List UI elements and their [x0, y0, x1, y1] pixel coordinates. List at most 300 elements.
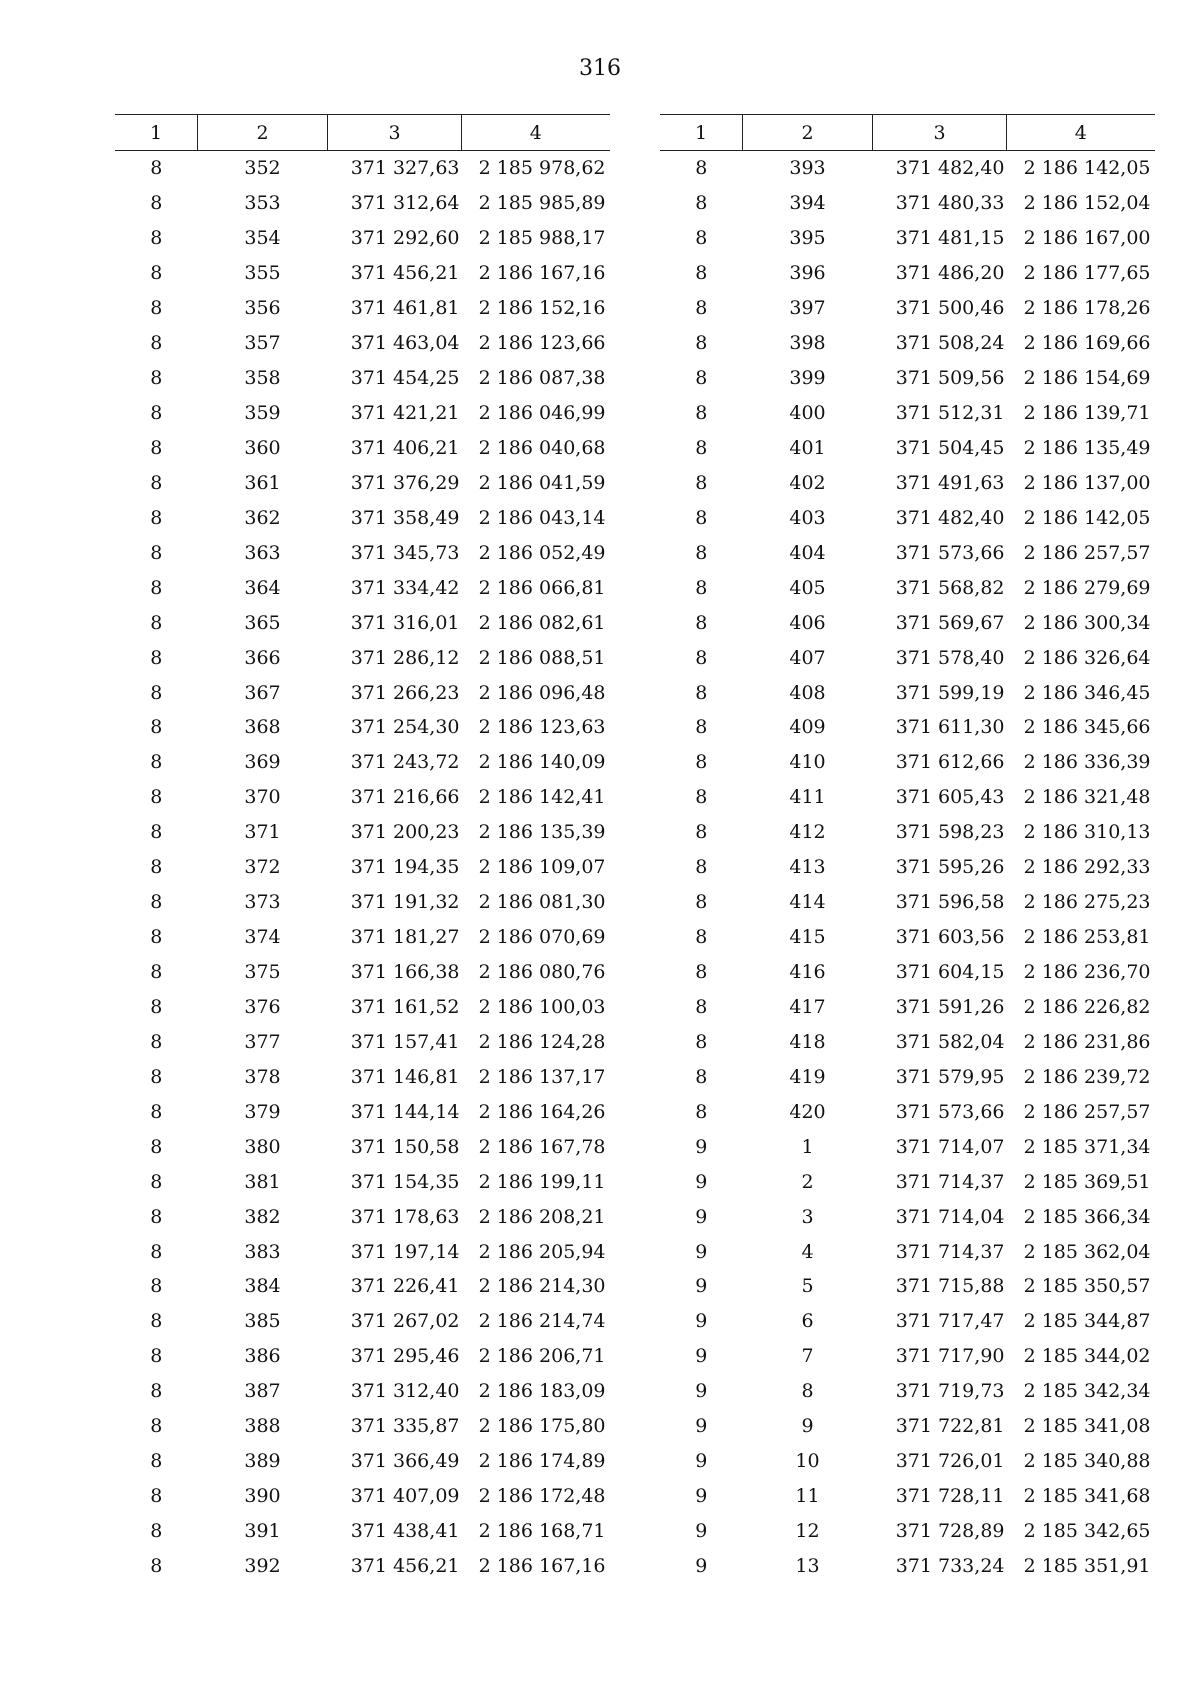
cell-x-coordinate: 371 591,26 — [895, 995, 1005, 1018]
cell-section: 8 — [150, 751, 163, 774]
cell-y-coordinate: 2 186 345,66 — [1023, 716, 1151, 739]
cell-section: 8 — [150, 646, 163, 669]
cell-x-coordinate: 371 728,89 — [895, 1520, 1005, 1543]
cell-point-number: 409 — [789, 716, 826, 739]
cell-section: 9 — [695, 1450, 708, 1473]
cell-section: 8 — [150, 1275, 163, 1298]
table-row — [115, 151, 610, 186]
cell-x-coordinate: 371 267,02 — [350, 1310, 460, 1333]
cell-section: 8 — [150, 611, 163, 634]
table-row — [115, 1514, 610, 1549]
cell-point-number: 371 — [244, 821, 281, 844]
cell-y-coordinate: 2 186 206,71 — [478, 1345, 606, 1368]
cell-x-coordinate: 371 714,37 — [895, 1170, 1005, 1193]
column-header-1: 1 — [660, 115, 743, 151]
cell-y-coordinate: 2 185 985,89 — [478, 192, 606, 215]
cell-section: 9 — [695, 1554, 708, 1577]
cell-point-number: 7 — [801, 1345, 814, 1368]
cell-section: 8 — [150, 367, 163, 390]
cell-y-coordinate: 2 185 341,08 — [1023, 1415, 1151, 1438]
cell-point-number: 407 — [789, 646, 826, 669]
cell-point-number: 353 — [244, 192, 281, 215]
cell-section: 9 — [695, 1485, 708, 1508]
table-row — [660, 780, 1155, 815]
cell-section: 8 — [150, 995, 163, 1018]
cell-section: 8 — [150, 1135, 163, 1158]
cell-point-number: 372 — [244, 856, 281, 879]
cell-y-coordinate: 2 186 231,86 — [1023, 1030, 1151, 1053]
cell-section: 8 — [695, 856, 708, 879]
cell-y-coordinate: 2 186 070,69 — [478, 926, 606, 949]
column-header-1: 1 — [115, 115, 198, 151]
cell-section: 8 — [150, 297, 163, 320]
cell-section: 9 — [695, 1520, 708, 1543]
cell-point-number: 374 — [244, 926, 281, 949]
cell-section: 8 — [150, 856, 163, 879]
cell-section: 8 — [150, 1415, 163, 1438]
table-row — [660, 885, 1155, 920]
cell-section: 8 — [695, 471, 708, 494]
cell-y-coordinate: 2 185 369,51 — [1023, 1170, 1151, 1193]
cell-section: 8 — [150, 1065, 163, 1088]
cell-section: 8 — [695, 1065, 708, 1088]
table-row — [660, 151, 1155, 186]
cell-y-coordinate: 2 186 167,00 — [1023, 227, 1151, 250]
cell-y-coordinate: 2 186 300,34 — [1023, 611, 1151, 634]
cell-point-number: 413 — [789, 856, 826, 879]
cell-point-number: 410 — [789, 751, 826, 774]
cell-x-coordinate: 371 226,41 — [350, 1275, 460, 1298]
cell-section: 8 — [150, 1520, 163, 1543]
cell-x-coordinate: 371 334,42 — [350, 576, 460, 599]
cell-x-coordinate: 371 728,11 — [895, 1485, 1005, 1508]
cell-y-coordinate: 2 186 137,00 — [1023, 471, 1151, 494]
cell-section: 8 — [150, 1380, 163, 1403]
cell-y-coordinate: 2 186 167,78 — [478, 1135, 606, 1158]
cell-section: 8 — [150, 961, 163, 984]
cell-y-coordinate: 2 186 257,57 — [1023, 1100, 1151, 1123]
cell-section: 8 — [150, 471, 163, 494]
cell-x-coordinate: 371 604,15 — [895, 961, 1005, 984]
cell-x-coordinate: 371 500,46 — [895, 297, 1005, 320]
cell-point-number: 406 — [789, 611, 826, 634]
table-row — [660, 396, 1155, 431]
table-row — [660, 745, 1155, 780]
cell-point-number: 358 — [244, 367, 281, 390]
table-body-left — [115, 151, 610, 1584]
cell-x-coordinate: 371 254,30 — [350, 716, 460, 739]
page-number: 316 — [579, 56, 621, 81]
cell-y-coordinate: 2 186 275,23 — [1023, 891, 1151, 914]
table-row — [115, 256, 610, 291]
cell-point-number: 405 — [789, 576, 826, 599]
cell-section: 8 — [695, 506, 708, 529]
cell-point-number: 380 — [244, 1135, 281, 1158]
cell-point-number: 386 — [244, 1345, 281, 1368]
cell-point-number: 385 — [244, 1310, 281, 1333]
cell-y-coordinate: 2 186 142,41 — [478, 786, 606, 809]
cell-y-coordinate: 2 186 123,63 — [478, 716, 606, 739]
cell-point-number: 402 — [789, 471, 826, 494]
cell-section: 8 — [695, 891, 708, 914]
cell-section: 8 — [150, 192, 163, 215]
table-row — [115, 1479, 610, 1514]
cell-section: 8 — [695, 751, 708, 774]
cell-y-coordinate: 2 186 326,64 — [1023, 646, 1151, 669]
table-row — [115, 745, 610, 780]
table-row — [115, 361, 610, 396]
cell-x-coordinate: 371 573,66 — [895, 1100, 1005, 1123]
table-row — [115, 186, 610, 221]
table-row — [660, 605, 1155, 640]
cell-section: 8 — [695, 681, 708, 704]
cell-section: 8 — [150, 1100, 163, 1123]
table-row — [115, 465, 610, 500]
table-row — [660, 1199, 1155, 1234]
cell-x-coordinate: 371 611,30 — [895, 716, 1005, 739]
cell-x-coordinate: 371 491,63 — [895, 471, 1005, 494]
table-row — [115, 920, 610, 955]
cell-y-coordinate: 2 185 341,68 — [1023, 1485, 1151, 1508]
cell-point-number: 364 — [244, 576, 281, 599]
cell-section: 8 — [150, 541, 163, 564]
cell-x-coordinate: 371 166,38 — [350, 961, 460, 984]
cell-y-coordinate: 2 186 137,17 — [478, 1065, 606, 1088]
cell-x-coordinate: 371 438,41 — [350, 1520, 460, 1543]
cell-x-coordinate: 371 200,23 — [350, 821, 460, 844]
table-row — [660, 361, 1155, 396]
cell-x-coordinate: 371 154,35 — [350, 1170, 460, 1193]
table-row — [115, 605, 610, 640]
cell-x-coordinate: 371 733,24 — [895, 1554, 1005, 1577]
cell-y-coordinate: 2 186 081,30 — [478, 891, 606, 914]
cell-point-number: 412 — [789, 821, 826, 844]
cell-y-coordinate: 2 186 177,65 — [1023, 262, 1151, 285]
cell-x-coordinate: 371 312,40 — [350, 1380, 460, 1403]
cell-x-coordinate: 371 717,47 — [895, 1310, 1005, 1333]
table-row — [115, 1024, 610, 1059]
cell-point-number: 368 — [244, 716, 281, 739]
table-row — [660, 1479, 1155, 1514]
cell-section: 8 — [695, 1100, 708, 1123]
table-row — [115, 1199, 610, 1234]
table-row — [115, 780, 610, 815]
cell-y-coordinate: 2 186 135,49 — [1023, 436, 1151, 459]
cell-x-coordinate: 371 406,21 — [350, 436, 460, 459]
table-row — [660, 815, 1155, 850]
table-row — [660, 1409, 1155, 1444]
cell-point-number: 370 — [244, 786, 281, 809]
cell-x-coordinate: 371 266,23 — [350, 681, 460, 704]
cell-x-coordinate: 371 286,12 — [350, 646, 460, 669]
cell-y-coordinate: 2 186 088,51 — [478, 646, 606, 669]
cell-x-coordinate: 371 295,46 — [350, 1345, 460, 1368]
table-row — [115, 570, 610, 605]
cell-section: 8 — [695, 402, 708, 425]
cell-y-coordinate: 2 186 169,66 — [1023, 332, 1151, 355]
cell-x-coordinate: 371 595,26 — [895, 856, 1005, 879]
table-row — [115, 1234, 610, 1269]
table-row — [115, 710, 610, 745]
cell-y-coordinate: 2 186 167,16 — [478, 1554, 606, 1577]
cell-x-coordinate: 371 216,66 — [350, 786, 460, 809]
table-row — [660, 1549, 1155, 1584]
cell-y-coordinate: 2 186 178,26 — [1023, 297, 1151, 320]
cell-point-number: 416 — [789, 961, 826, 984]
cell-section: 9 — [695, 1135, 708, 1158]
cell-section: 8 — [150, 1205, 163, 1228]
cell-y-coordinate: 2 186 152,16 — [478, 297, 606, 320]
cell-section: 8 — [150, 716, 163, 739]
cell-y-coordinate: 2 185 340,88 — [1023, 1450, 1151, 1473]
cell-section: 8 — [695, 367, 708, 390]
table-row — [660, 291, 1155, 326]
cell-x-coordinate: 371 582,04 — [895, 1030, 1005, 1053]
cell-x-coordinate: 371 463,04 — [350, 332, 460, 355]
cell-x-coordinate: 371 461,81 — [350, 297, 460, 320]
cell-x-coordinate: 371 714,37 — [895, 1240, 1005, 1263]
cell-x-coordinate: 371 194,35 — [350, 856, 460, 879]
cell-section: 8 — [695, 611, 708, 634]
cell-x-coordinate: 371 596,58 — [895, 891, 1005, 914]
cell-y-coordinate: 2 186 124,28 — [478, 1030, 606, 1053]
cell-x-coordinate: 371 598,23 — [895, 821, 1005, 844]
cell-point-number: 414 — [789, 891, 826, 914]
table-row — [115, 815, 610, 850]
cell-y-coordinate: 2 186 236,70 — [1023, 961, 1151, 984]
cell-y-coordinate: 2 186 052,49 — [478, 541, 606, 564]
cell-y-coordinate: 2 185 362,04 — [1023, 1240, 1151, 1263]
cell-point-number: 400 — [789, 402, 826, 425]
cell-section: 8 — [150, 1170, 163, 1193]
cell-point-number: 8 — [801, 1380, 814, 1403]
cell-y-coordinate: 2 186 080,76 — [478, 961, 606, 984]
cell-section: 8 — [150, 926, 163, 949]
cell-point-number: 363 — [244, 541, 281, 564]
cell-point-number: 352 — [244, 157, 281, 180]
cell-y-coordinate: 2 186 321,48 — [1023, 786, 1151, 809]
table-row — [115, 1304, 610, 1339]
cell-point-number: 388 — [244, 1415, 281, 1438]
cell-section: 9 — [695, 1345, 708, 1368]
cell-section: 8 — [150, 262, 163, 285]
table-row — [115, 955, 610, 990]
cell-y-coordinate: 2 186 066,81 — [478, 576, 606, 599]
table-row — [115, 850, 610, 885]
table-row — [660, 326, 1155, 361]
cell-x-coordinate: 371 345,73 — [350, 541, 460, 564]
column-header-2: 2 — [743, 115, 873, 151]
cell-point-number: 411 — [789, 786, 826, 809]
table-row — [115, 291, 610, 326]
cell-section: 8 — [695, 227, 708, 250]
cell-y-coordinate: 2 186 214,30 — [478, 1275, 606, 1298]
cell-x-coordinate: 371 161,52 — [350, 995, 460, 1018]
cell-y-coordinate: 2 185 371,34 — [1023, 1135, 1151, 1158]
cell-y-coordinate: 2 186 082,61 — [478, 611, 606, 634]
table-row — [115, 675, 610, 710]
cell-point-number: 404 — [789, 541, 826, 564]
cell-section: 9 — [695, 1415, 708, 1438]
cell-y-coordinate: 2 186 199,11 — [478, 1170, 606, 1193]
cell-y-coordinate: 2 186 257,57 — [1023, 541, 1151, 564]
cell-y-coordinate: 2 186 043,14 — [478, 506, 606, 529]
cell-x-coordinate: 371 573,66 — [895, 541, 1005, 564]
cell-point-number: 378 — [244, 1065, 281, 1088]
table-row — [115, 1339, 610, 1374]
cell-point-number: 395 — [789, 227, 826, 250]
cell-point-number: 397 — [789, 297, 826, 320]
cell-y-coordinate: 2 186 046,99 — [478, 402, 606, 425]
table-row — [115, 885, 610, 920]
cell-section: 8 — [150, 227, 163, 250]
cell-y-coordinate: 2 186 336,39 — [1023, 751, 1151, 774]
table-row — [660, 1304, 1155, 1339]
table-row — [115, 326, 610, 361]
cell-y-coordinate: 2 186 096,48 — [478, 681, 606, 704]
cell-point-number: 6 — [801, 1310, 814, 1333]
table-row — [660, 850, 1155, 885]
cell-point-number: 1 — [801, 1135, 814, 1158]
cell-section: 8 — [695, 716, 708, 739]
cell-point-number: 393 — [789, 157, 826, 180]
cell-x-coordinate: 371 480,33 — [895, 192, 1005, 215]
column-header-3: 3 — [873, 115, 1007, 151]
cell-x-coordinate: 371 407,09 — [350, 1485, 460, 1508]
cell-x-coordinate: 371 178,63 — [350, 1205, 460, 1228]
table-row — [660, 640, 1155, 675]
cell-section: 8 — [695, 995, 708, 1018]
cell-point-number: 403 — [789, 506, 826, 529]
cell-section: 8 — [695, 262, 708, 285]
cell-section: 8 — [150, 1240, 163, 1263]
cell-point-number: 394 — [789, 192, 826, 215]
cell-y-coordinate: 2 185 351,91 — [1023, 1554, 1151, 1577]
cell-point-number: 2 — [801, 1170, 814, 1193]
cell-point-number: 369 — [244, 751, 281, 774]
cell-x-coordinate: 371 605,43 — [895, 786, 1005, 809]
cell-y-coordinate: 2 186 292,33 — [1023, 856, 1151, 879]
cell-y-coordinate: 2 186 214,74 — [478, 1310, 606, 1333]
cell-y-coordinate: 2 186 154,69 — [1023, 367, 1151, 390]
cell-section: 8 — [695, 821, 708, 844]
cell-y-coordinate: 2 186 167,16 — [478, 262, 606, 285]
cell-point-number: 408 — [789, 681, 826, 704]
cell-section: 8 — [150, 1030, 163, 1053]
cell-point-number: 11 — [795, 1485, 820, 1508]
table-row — [660, 710, 1155, 745]
cell-point-number: 13 — [795, 1554, 820, 1577]
cell-point-number: 376 — [244, 995, 281, 1018]
coordinates-table-right — [660, 114, 1155, 1583]
table-row — [660, 1514, 1155, 1549]
cell-section: 8 — [150, 402, 163, 425]
cell-y-coordinate: 2 185 342,65 — [1023, 1520, 1151, 1543]
cell-point-number: 389 — [244, 1450, 281, 1473]
cell-x-coordinate: 371 366,49 — [350, 1450, 460, 1473]
table-body-right — [660, 151, 1155, 1584]
cell-section: 8 — [695, 541, 708, 564]
cell-point-number: 356 — [244, 297, 281, 320]
cell-x-coordinate: 371 454,25 — [350, 367, 460, 390]
table-row — [115, 640, 610, 675]
cell-section: 8 — [150, 681, 163, 704]
table-row — [660, 431, 1155, 466]
table-row — [660, 920, 1155, 955]
table-row — [660, 186, 1155, 221]
header-row — [660, 115, 1155, 151]
cell-point-number: 12 — [795, 1520, 820, 1543]
cell-point-number: 401 — [789, 436, 826, 459]
cell-section: 9 — [695, 1310, 708, 1333]
cell-y-coordinate: 2 186 152,04 — [1023, 192, 1151, 215]
cell-point-number: 417 — [789, 995, 826, 1018]
cell-x-coordinate: 371 144,14 — [350, 1100, 460, 1123]
cell-x-coordinate: 371 603,56 — [895, 926, 1005, 949]
table-row — [115, 1444, 610, 1479]
cell-section: 8 — [150, 1485, 163, 1508]
cell-y-coordinate: 2 186 140,09 — [478, 751, 606, 774]
cell-y-coordinate: 2 186 279,69 — [1023, 576, 1151, 599]
cell-point-number: 392 — [244, 1554, 281, 1577]
cell-point-number: 415 — [789, 926, 826, 949]
cell-point-number: 382 — [244, 1205, 281, 1228]
cell-x-coordinate: 371 191,32 — [350, 891, 460, 914]
table-row — [115, 1129, 610, 1164]
table-row — [660, 1339, 1155, 1374]
cell-y-coordinate: 2 186 205,94 — [478, 1240, 606, 1263]
cell-y-coordinate: 2 186 239,72 — [1023, 1065, 1151, 1088]
cell-y-coordinate: 2 185 366,34 — [1023, 1205, 1151, 1228]
cell-y-coordinate: 2 186 183,09 — [478, 1380, 606, 1403]
cell-y-coordinate: 2 186 346,45 — [1023, 681, 1151, 704]
cell-y-coordinate: 2 186 087,38 — [478, 367, 606, 390]
cell-section: 9 — [695, 1275, 708, 1298]
cell-y-coordinate: 2 186 310,13 — [1023, 821, 1151, 844]
column-header-4: 4 — [1007, 115, 1155, 151]
table-row — [660, 1234, 1155, 1269]
coordinates-table-left — [115, 114, 610, 1583]
cell-x-coordinate: 371 508,24 — [895, 332, 1005, 355]
table-row — [660, 1129, 1155, 1164]
cell-section: 8 — [150, 786, 163, 809]
cell-section: 8 — [150, 891, 163, 914]
cell-x-coordinate: 371 456,21 — [350, 1554, 460, 1577]
cell-x-coordinate: 371 197,14 — [350, 1240, 460, 1263]
cell-point-number: 420 — [789, 1100, 826, 1123]
cell-x-coordinate: 371 157,41 — [350, 1030, 460, 1053]
cell-x-coordinate: 371 358,49 — [350, 506, 460, 529]
table-row — [115, 1059, 610, 1094]
table-row — [660, 221, 1155, 256]
table-row — [660, 500, 1155, 535]
cell-x-coordinate: 371 482,40 — [895, 506, 1005, 529]
cell-x-coordinate: 371 509,56 — [895, 367, 1005, 390]
table-row — [660, 570, 1155, 605]
cell-x-coordinate: 371 481,15 — [895, 227, 1005, 250]
header-row — [115, 115, 610, 151]
cell-point-number: 375 — [244, 961, 281, 984]
table-row — [660, 1024, 1155, 1059]
cell-x-coordinate: 371 243,72 — [350, 751, 460, 774]
cell-x-coordinate: 371 335,87 — [350, 1415, 460, 1438]
cell-point-number: 4 — [801, 1240, 814, 1263]
cell-section: 9 — [695, 1380, 708, 1403]
cell-section: 8 — [695, 786, 708, 809]
table-row — [115, 1094, 610, 1129]
table-row — [115, 990, 610, 1025]
cell-point-number: 384 — [244, 1275, 281, 1298]
